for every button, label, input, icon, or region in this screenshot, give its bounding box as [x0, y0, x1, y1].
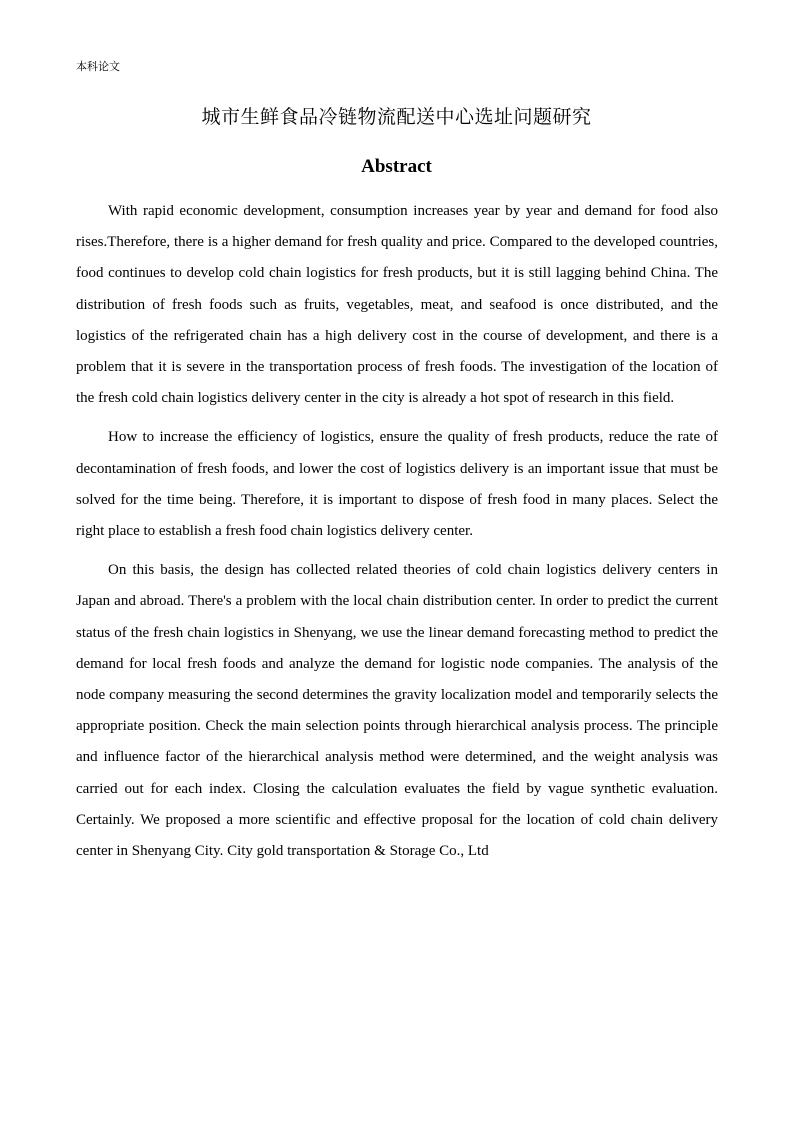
abstract-paragraph-3: On this basis, the design has collected related theories of cold chain logistics delivery centers in Japan and abroad. There's a problem with the local chain distribution center. In order to predict the current status of the fresh chain logistics in Shenyang, we use the linear demand forecasting method to predict the demand for local fresh foods and analyze the demand for logistic node companies. The analysis of the node company measuring the second determines the gravity localization model and temporarily selects the appropriate position. Check the main selection points through hierarchical analysis process. The principle and influence factor of the hierarchical analysis method were determined, and the weight analysis was carried out for each index. Closing the calculation evaluates the field by vague synthetic evaluation. Certainly. We proposed a more scientific and effective proposal for the location of cold chain delivery center in Shenyang City. City gold transportation & Storage Co., Ltd: [76, 562, 718, 860]
abstract-body: [76, 196, 718, 875]
running-header: 本科论文: [76, 60, 120, 73]
abstract-paragraph-1: With rapid economic development, consumption increases year by year and demand for food also rises.Therefore, there is a higher demand for fresh quality and price. Compared to the developed countries, food continues to develop cold chain logistics for fresh products, but it is still lagging behind China. The distribution of fresh foods such as fruits, vegetables, meat, and seafood is once distributed, and the logistics of the refrigerated chain has a high delivery cost in the course of development, and there is a problem that it is severe in the transportation process of fresh foods. The investigation of the location of the fresh cold chain logistics delivery center in the city is already a hot spot of research in this field.: [76, 203, 718, 407]
thesis-title: 城市生鲜食品冷链物流配送中心选址问题研究: [201, 106, 592, 128]
abstract-paragraph-2: How to increase the efficiency of logistics, ensure the quality of fresh products, reduce the rate of decontamination of fresh foods, and lower the cost of logistics delivery is an important issue that must be solved for the time being. Therefore, it is important to dispose of fresh food in many places. Select the right place to establish a fresh food chain logistics delivery center.: [76, 429, 718, 540]
abstract-heading: Abstract: [361, 156, 432, 177]
